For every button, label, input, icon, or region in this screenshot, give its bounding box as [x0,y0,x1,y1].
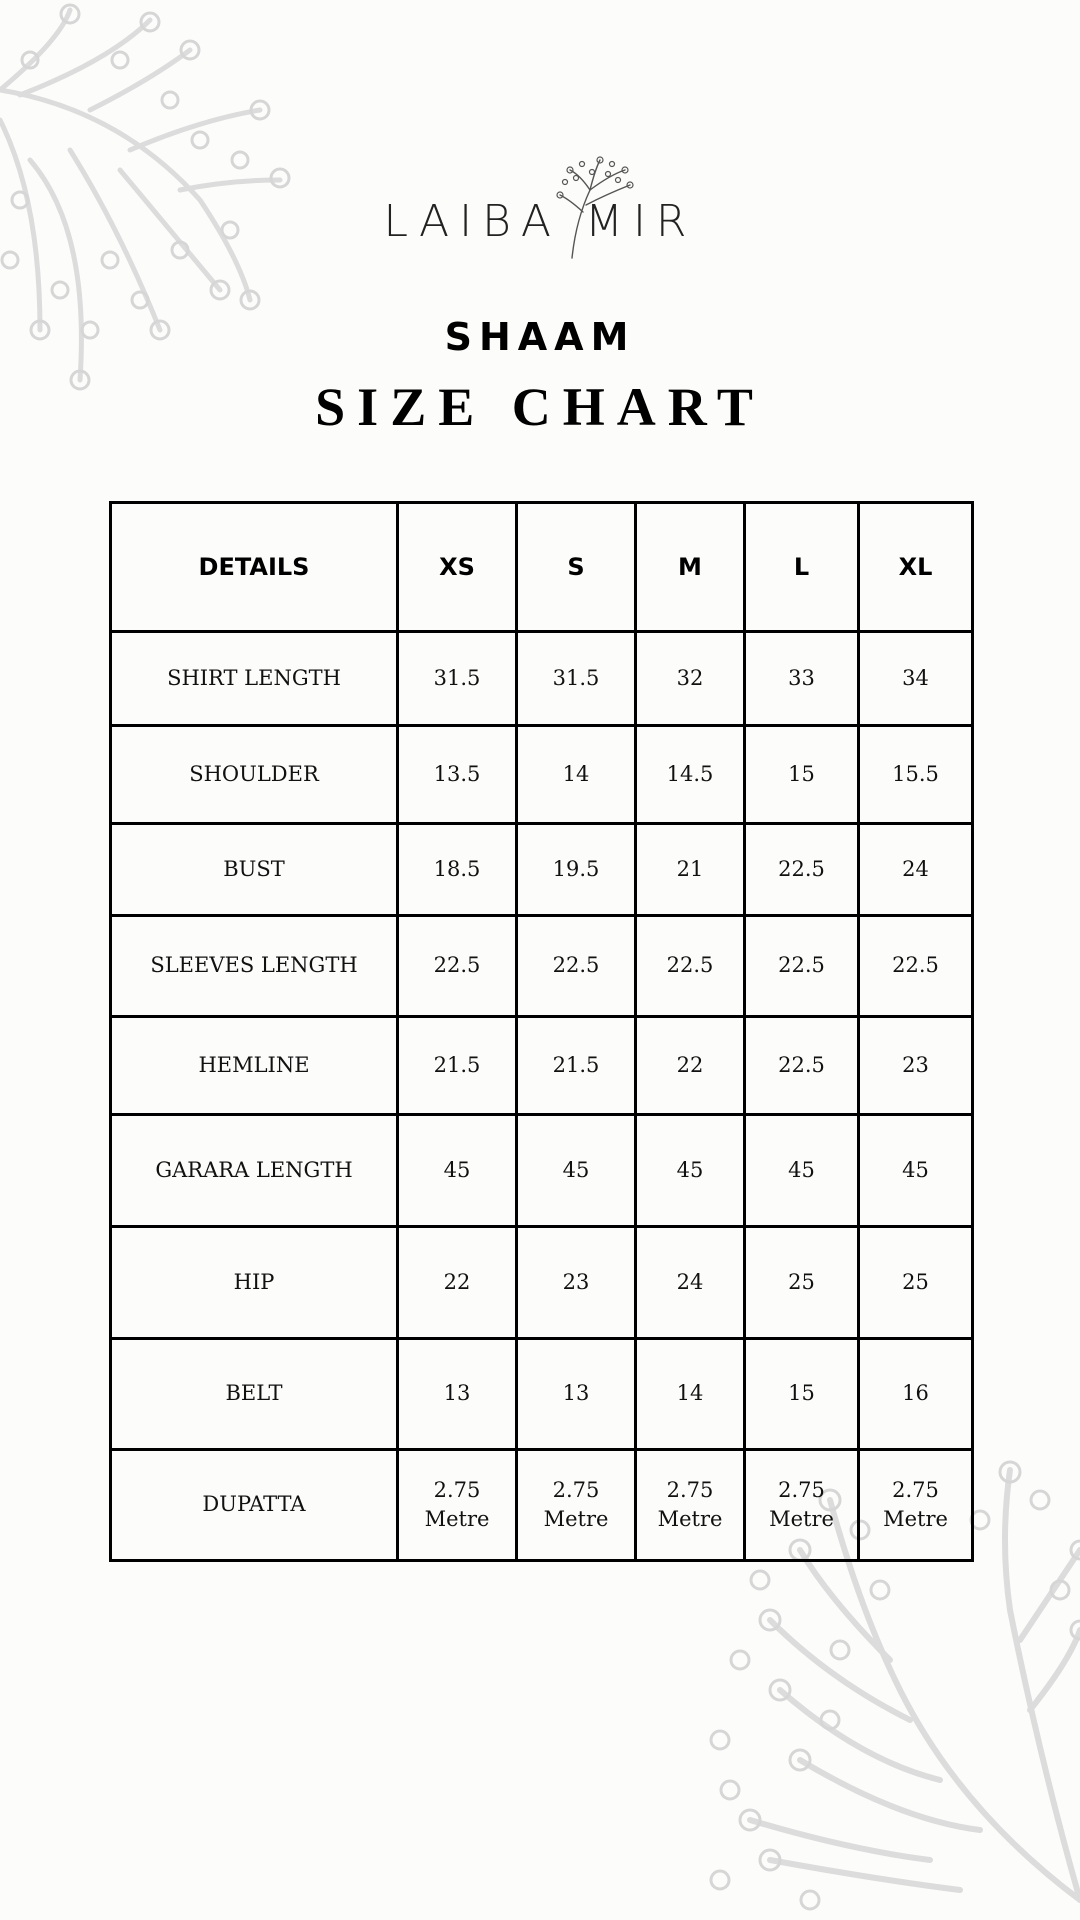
table-cell: 25 [745,1227,859,1339]
row-label: SLEEVES LENGTH [111,916,398,1017]
table-cell [859,1450,973,1561]
dupatta-unit: Metre [657,1507,723,1531]
dupatta-value: 2.75 [433,1477,481,1502]
header-size-xl: XL [859,503,973,632]
table-cell: 45 [398,1115,517,1227]
table-row [111,1115,973,1227]
table-cell: 15.5 [859,726,973,824]
table-row [111,1227,973,1339]
dupatta-unit: Metre [424,1507,490,1531]
table-cell: 23 [517,1227,636,1339]
table-cell: 15 [745,726,859,824]
row-label: GARARA LENGTH [111,1115,398,1227]
table-cell: 16 [859,1339,973,1450]
table-cell: 22.5 [745,824,859,916]
table-cell: 14 [636,1339,745,1450]
table-cell: 25 [859,1227,973,1339]
collection-title: SHAAM [444,315,636,359]
table-cell: 13 [398,1339,517,1450]
row-label: BUST [111,824,398,916]
table-cell: 31.5 [517,632,636,726]
row-label: DUPATTA [111,1450,398,1561]
table-cell: 19.5 [517,824,636,916]
table-cell: 31.5 [398,632,517,726]
table-cell [398,1450,517,1561]
table-row [111,916,973,1017]
table-cell: 14 [517,726,636,824]
table-row [111,824,973,916]
brand-name: LAIBA MIR [383,196,697,247]
table-row [111,1450,973,1561]
table-cell: 33 [745,632,859,726]
dupatta-unit: Metre [883,1507,948,1531]
table-cell: 24 [636,1227,745,1339]
table-cell: 22.5 [745,916,859,1017]
header-details: DETAILS [111,503,398,632]
table-cell: 13.5 [398,726,517,824]
floral-branch-top-left-icon [0,0,300,420]
page-subtitle: SIZE CHART [315,377,765,437]
row-label: HIP [111,1227,398,1339]
table-cell [636,1450,745,1561]
table-cell: 34 [859,632,973,726]
table-cell: 13 [517,1339,636,1450]
brand-logo [380,150,700,260]
table-row [111,632,973,726]
header-size-m: M [636,503,745,632]
table-cell: 21 [636,824,745,916]
header-size-l: L [745,503,859,632]
table-cell: 24 [859,824,973,916]
header-size-xs: XS [398,503,517,632]
table-cell: 22 [636,1017,745,1115]
table-cell: 21.5 [398,1017,517,1115]
row-label: HEMLINE [111,1017,398,1115]
table-cell: 45 [745,1115,859,1227]
row-label: SHOULDER [111,726,398,824]
table-cell: 22.5 [745,1017,859,1115]
table-cell: 22.5 [636,916,745,1017]
table-row [111,1339,973,1450]
table-header-row [111,503,973,632]
table-cell: 45 [517,1115,636,1227]
table-cell [517,1450,636,1561]
table-row [111,1017,973,1115]
table-cell: 45 [859,1115,973,1227]
dupatta-value: 2.75 [778,1477,825,1502]
table-cell: 45 [636,1115,745,1227]
dupatta-value: 2.75 [552,1477,600,1502]
size-chart-table [109,501,974,1562]
table-cell [745,1450,859,1561]
dupatta-unit: Metre [543,1507,609,1531]
table-cell: 18.5 [398,824,517,916]
table-cell: 15 [745,1339,859,1450]
table-cell: 22.5 [517,916,636,1017]
table-cell: 23 [859,1017,973,1115]
dupatta-value: 2.75 [666,1477,714,1502]
table-cell: 21.5 [517,1017,636,1115]
table-cell: 32 [636,632,745,726]
table-cell: 22.5 [398,916,517,1017]
row-label: BELT [111,1339,398,1450]
header-size-s: S [517,503,636,632]
table-row [111,726,973,824]
dupatta-unit: Metre [769,1507,834,1531]
row-label: SHIRT LENGTH [111,632,398,726]
table-cell: 22 [398,1227,517,1339]
table-cell: 14.5 [636,726,745,824]
dupatta-value: 2.75 [892,1477,939,1502]
table-cell: 22.5 [859,916,973,1017]
